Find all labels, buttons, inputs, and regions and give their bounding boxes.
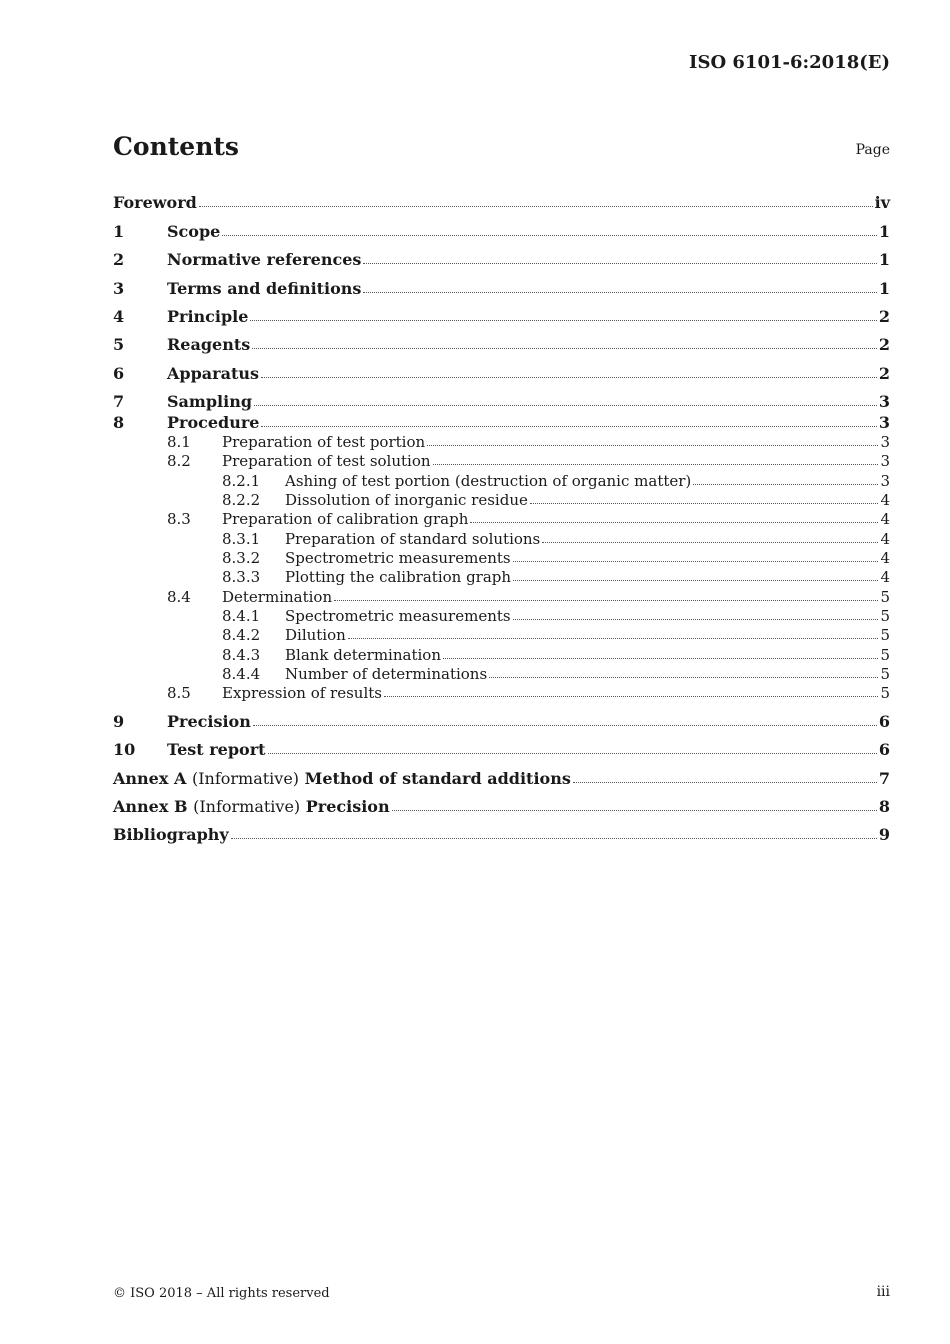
dot-leader <box>250 320 876 321</box>
dot-leader <box>489 677 878 678</box>
toc-entry[interactable] <box>113 241 890 269</box>
toc-entry-number: 8.1 <box>167 432 191 451</box>
dot-leader <box>199 206 873 207</box>
toc-entry-title: Spectrometric measurements <box>285 548 511 567</box>
toc-entry[interactable] <box>113 354 890 382</box>
document-id: ISO 6101-6:2018(E) <box>689 52 890 73</box>
toc-entry-page: 4 <box>880 548 890 567</box>
toc-entry-number: 3 <box>113 278 125 298</box>
footer-copyright: © ISO 2018 – All rights reserved <box>113 1286 330 1301</box>
toc-entry-page: 2 <box>878 363 890 383</box>
toc-entry-number: 8.3.1 <box>222 529 261 548</box>
toc-entry-number: 8.2.2 <box>222 490 261 509</box>
toc-entry-number: 8.4 <box>167 587 191 606</box>
dot-leader <box>513 619 879 620</box>
dot-leader <box>530 503 879 504</box>
annex-label: Annex B <box>113 796 188 816</box>
dot-leader <box>231 838 877 839</box>
toc-entry[interactable] <box>113 664 890 683</box>
toc-entry-title: Determination <box>222 587 333 606</box>
toc-entry-number: 8.3.2 <box>222 548 261 567</box>
dot-leader <box>392 810 877 811</box>
dot-leader <box>254 405 877 406</box>
dot-leader <box>261 377 877 378</box>
toc-entry-page: 3 <box>880 471 890 490</box>
toc-entry-title: Ashing of test portion (destruction of organic matter) <box>285 471 692 490</box>
toc-entry-number: 8.3.3 <box>222 568 261 587</box>
toc-entry[interactable] <box>113 184 890 212</box>
toc-entry-page: 5 <box>880 606 890 625</box>
toc-entry-title: Bibliography <box>113 825 229 845</box>
dot-leader <box>348 638 879 639</box>
toc-entry-title: Preparation of test portion <box>222 432 426 451</box>
toc-entry[interactable] <box>113 759 890 787</box>
toc-entry-title: Normative references <box>167 250 362 270</box>
toc-entry-title: Preparation of test solution <box>222 452 431 471</box>
toc-entry-title: Test report <box>167 740 266 760</box>
toc-entry-number: 7 <box>113 392 125 412</box>
toc-entry-title <box>113 769 571 788</box>
toc-entry-page: 4 <box>880 529 890 548</box>
toc-entry-title: Scope <box>167 221 221 241</box>
toc-entry-page: 1 <box>878 221 890 241</box>
toc-entry-page: 3 <box>878 392 890 412</box>
toc-entry[interactable] <box>113 269 890 297</box>
toc-entry-number: 8.2 <box>167 452 191 471</box>
page-column-label: Page <box>855 142 890 158</box>
toc-entry-title: Dissolution of inorganic residue <box>285 490 528 509</box>
toc-entry-page: 7 <box>878 768 890 788</box>
toc-entry-page: 6 <box>878 711 890 731</box>
toc-entry[interactable] <box>113 528 890 547</box>
annex-kind: (Informative) <box>191 768 300 788</box>
toc-entry-number: 8.2.1 <box>222 471 261 490</box>
dot-leader <box>470 522 878 523</box>
dot-leader <box>513 580 878 581</box>
toc-entry-number: 8.5 <box>167 684 191 703</box>
annex-title: Method of standard additions <box>304 768 571 788</box>
toc-entry-page: 5 <box>880 626 890 645</box>
toc-entry-number: 9 <box>113 711 125 731</box>
toc-entry[interactable] <box>113 586 890 605</box>
toc-entry[interactable] <box>113 548 890 567</box>
toc-entry-number: 8.3 <box>167 510 191 529</box>
dot-leader <box>384 696 878 697</box>
toc-entry-page: 9 <box>878 825 890 845</box>
toc-entry-page: 3 <box>880 452 890 471</box>
toc-entry-title <box>113 797 390 816</box>
toc-entry[interactable] <box>113 432 890 451</box>
toc-entry-title: Foreword <box>113 193 197 213</box>
toc-entry-page: 3 <box>880 432 890 451</box>
contents-title: Contents <box>113 132 240 161</box>
annex-kind: (Informative) <box>193 796 301 816</box>
toc-entry-number: 5 <box>113 335 125 355</box>
toc-entry-page: 5 <box>880 587 890 606</box>
toc-entry[interactable] <box>113 411 890 431</box>
toc-entry-number: 8.4.1 <box>222 606 261 625</box>
toc-entry[interactable] <box>113 644 890 663</box>
toc-entry-number: 6 <box>113 363 125 383</box>
toc-entry-title: Preparation of standard solutions <box>285 529 541 548</box>
table-of-contents <box>113 184 890 844</box>
dot-leader <box>268 753 877 754</box>
toc-entry-title: Dilution <box>285 626 346 645</box>
toc-entry-page: 3 <box>878 412 890 432</box>
annex-title: Precision <box>305 796 390 816</box>
toc-entry[interactable] <box>113 567 890 586</box>
toc-entry-title: Precision <box>167 711 251 731</box>
toc-entry[interactable] <box>113 731 890 759</box>
dot-leader <box>693 484 878 485</box>
toc-entry-title: Number of determinations <box>285 664 488 683</box>
dot-leader <box>363 292 876 293</box>
toc-entry[interactable] <box>113 326 890 354</box>
footer-page-number: iii <box>876 1284 890 1300</box>
toc-entry[interactable] <box>113 212 890 240</box>
toc-entry[interactable] <box>113 788 890 816</box>
dot-leader <box>253 725 877 726</box>
toc-entry-page: 5 <box>880 645 890 664</box>
toc-entry-number: 1 <box>113 221 125 241</box>
toc-entry-page: 8 <box>878 796 890 816</box>
toc-entry-page: iv <box>874 193 890 213</box>
toc-entry-title: Preparation of calibration graph <box>222 510 469 529</box>
toc-entry[interactable] <box>113 702 890 730</box>
toc-entry-page: 1 <box>878 278 890 298</box>
toc-entry-page: 5 <box>880 664 890 683</box>
toc-entry-page: 1 <box>878 250 890 270</box>
toc-entry[interactable] <box>113 816 890 844</box>
dot-leader <box>542 542 878 543</box>
dot-leader <box>363 263 876 264</box>
toc-entry-page: 4 <box>880 568 890 587</box>
toc-entry-number: 8.4.3 <box>222 645 261 664</box>
toc-entry-page: 2 <box>878 306 890 326</box>
dot-leader <box>433 464 879 465</box>
toc-entry-title: Reagents <box>167 335 251 355</box>
toc-entry[interactable] <box>113 383 890 411</box>
annex-label: Annex A <box>113 768 187 788</box>
toc-entry-page: 4 <box>880 510 890 529</box>
toc-entry-title: Spectrometric measurements <box>285 606 511 625</box>
dot-leader <box>513 561 879 562</box>
toc-entry-title: Expression of results <box>222 684 382 703</box>
toc-entry[interactable] <box>113 298 890 326</box>
dot-leader <box>443 658 878 659</box>
dot-leader <box>427 445 878 446</box>
toc-entry-title: Principle <box>167 306 249 326</box>
toc-entry-title: Sampling <box>167 392 253 412</box>
toc-entry[interactable] <box>113 509 890 528</box>
toc-entry[interactable] <box>113 490 890 509</box>
toc-entry-title: Apparatus <box>167 363 259 383</box>
toc-entry[interactable] <box>113 606 890 625</box>
toc-entry-title: Blank determination <box>285 645 441 664</box>
toc-entry-number: 8.4.2 <box>222 626 261 645</box>
toc-entry-number: 2 <box>113 250 125 270</box>
toc-entry-number: 10 <box>113 740 136 760</box>
dot-leader <box>261 426 876 427</box>
dot-leader <box>222 235 877 236</box>
toc-entry-page: 5 <box>880 684 890 703</box>
toc-entry-number: 8 <box>113 412 125 432</box>
toc-entry[interactable] <box>113 470 890 489</box>
dot-leader <box>252 348 877 349</box>
toc-entry[interactable] <box>113 683 890 702</box>
toc-entry-title: Procedure <box>167 412 260 432</box>
dot-leader <box>334 600 878 601</box>
toc-entry-title: Plotting the calibration graph <box>285 568 512 587</box>
toc-entry-title: Terms and definitions <box>167 278 362 298</box>
toc-entry[interactable] <box>113 625 890 644</box>
toc-entry-page: 2 <box>878 335 890 355</box>
toc-entry-number: 4 <box>113 306 125 326</box>
toc-entry-number: 8.4.4 <box>222 664 261 683</box>
toc-entry-page: 4 <box>880 490 890 509</box>
dot-leader <box>573 782 877 783</box>
toc-entry-page: 6 <box>878 740 890 760</box>
toc-entry[interactable] <box>113 451 890 470</box>
